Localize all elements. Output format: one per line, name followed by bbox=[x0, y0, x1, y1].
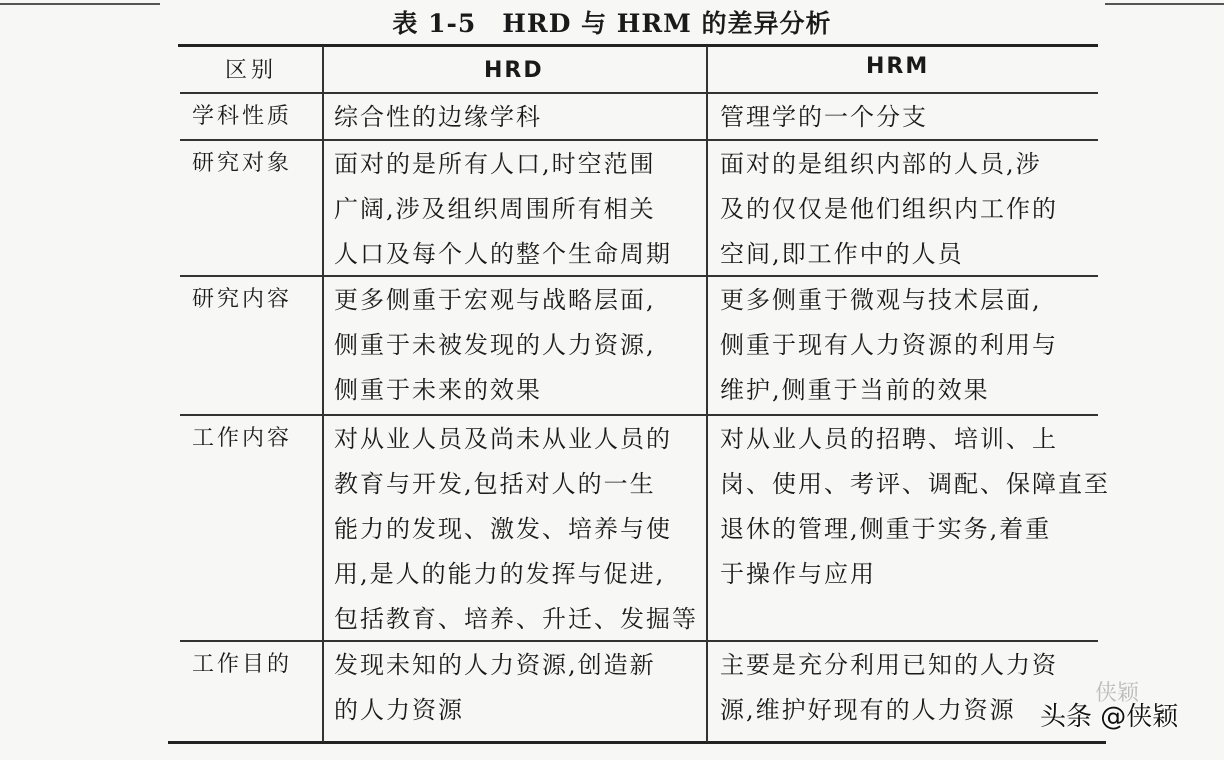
watermark: 头条 @侠颖 bbox=[1040, 702, 1179, 732]
hrm-line: 面对的是组织内部的人员,涉 bbox=[720, 150, 1042, 178]
hrm-line: 退休的管理,侧重于实务,着重 bbox=[720, 515, 1052, 543]
hrm-line: 维护,侧重于当前的效果 bbox=[720, 376, 990, 404]
header-distinction: 区别 bbox=[225, 58, 278, 83]
row-label: 研究内容 bbox=[192, 287, 293, 312]
hrm-line: 主要是充分利用已知的人力资 bbox=[720, 651, 1058, 679]
row-rule bbox=[180, 139, 1098, 141]
row-label: 学科性质 bbox=[192, 104, 293, 129]
row-label: 研究对象 bbox=[192, 151, 293, 176]
hrd-line: 面对的是所有人口,时空范围 bbox=[334, 150, 656, 178]
row-label: 工作内容 bbox=[192, 426, 293, 451]
hrm-line: 于操作与应用 bbox=[720, 560, 876, 588]
hrm-line: 空间,即工作中的人员 bbox=[720, 240, 964, 268]
hrm-line: 岗、使用、考评、调配、保障直至 bbox=[720, 470, 1110, 498]
table-bottom-rule bbox=[168, 741, 1106, 744]
hrm-line: 源,维护好现有的人力资源 bbox=[720, 696, 1016, 724]
row-rule bbox=[180, 275, 1098, 277]
hrm-line: 管理学的一个分支 bbox=[720, 103, 928, 131]
hrm-line: 及的仅仅是他们组织内工作的 bbox=[720, 195, 1058, 223]
row-rule bbox=[180, 640, 1098, 642]
watermark-faint: 侠颖 bbox=[1095, 681, 1140, 706]
hrd-line: 教育与开发,包括对人的一生 bbox=[334, 470, 656, 498]
hrd-line: 能力的发现、激发、培养与使 bbox=[334, 515, 672, 543]
hrd-line: 对从业人员及尚未从业人员的 bbox=[334, 425, 672, 453]
row-label: 工作目的 bbox=[192, 652, 293, 677]
hrd-line: 侧重于未来的效果 bbox=[334, 376, 542, 404]
row-rule bbox=[180, 414, 1098, 416]
table-title: 表 1-5 HRD 与 HRM 的差异分析 bbox=[392, 9, 832, 38]
hrm-line: 更多侧重于微观与技术层面, bbox=[720, 286, 1042, 314]
hrd-line: 用,是人的能力的发挥与促进, bbox=[334, 560, 666, 588]
header-hrd: HRD bbox=[484, 58, 544, 83]
table-top-rule bbox=[178, 44, 1098, 47]
hrd-line: 侧重于未被发现的人力资源, bbox=[334, 331, 656, 359]
hrd-line: 发现未知的人力资源,创造新 bbox=[334, 651, 656, 679]
hrd-line: 包括教育、培养、升迁、发掘等 bbox=[334, 605, 698, 633]
hrd-line: 人口及每个人的整个生命周期 bbox=[334, 240, 672, 268]
header-hrm: HRM bbox=[866, 54, 930, 79]
hrd-line: 广阔,涉及组织周围所有相关 bbox=[334, 195, 656, 223]
hrm-line: 对从业人员的招聘、培训、上 bbox=[720, 425, 1058, 453]
hrm-line: 侧重于现有人力资源的利用与 bbox=[720, 331, 1058, 359]
column-divider bbox=[322, 46, 324, 742]
hrd-line: 综合性的边缘学科 bbox=[334, 103, 542, 131]
column-divider bbox=[706, 46, 708, 742]
hrd-line: 更多侧重于宏观与战略层面, bbox=[334, 286, 656, 314]
hrd-line: 的人力资源 bbox=[334, 696, 464, 724]
header-rule bbox=[180, 92, 1098, 94]
